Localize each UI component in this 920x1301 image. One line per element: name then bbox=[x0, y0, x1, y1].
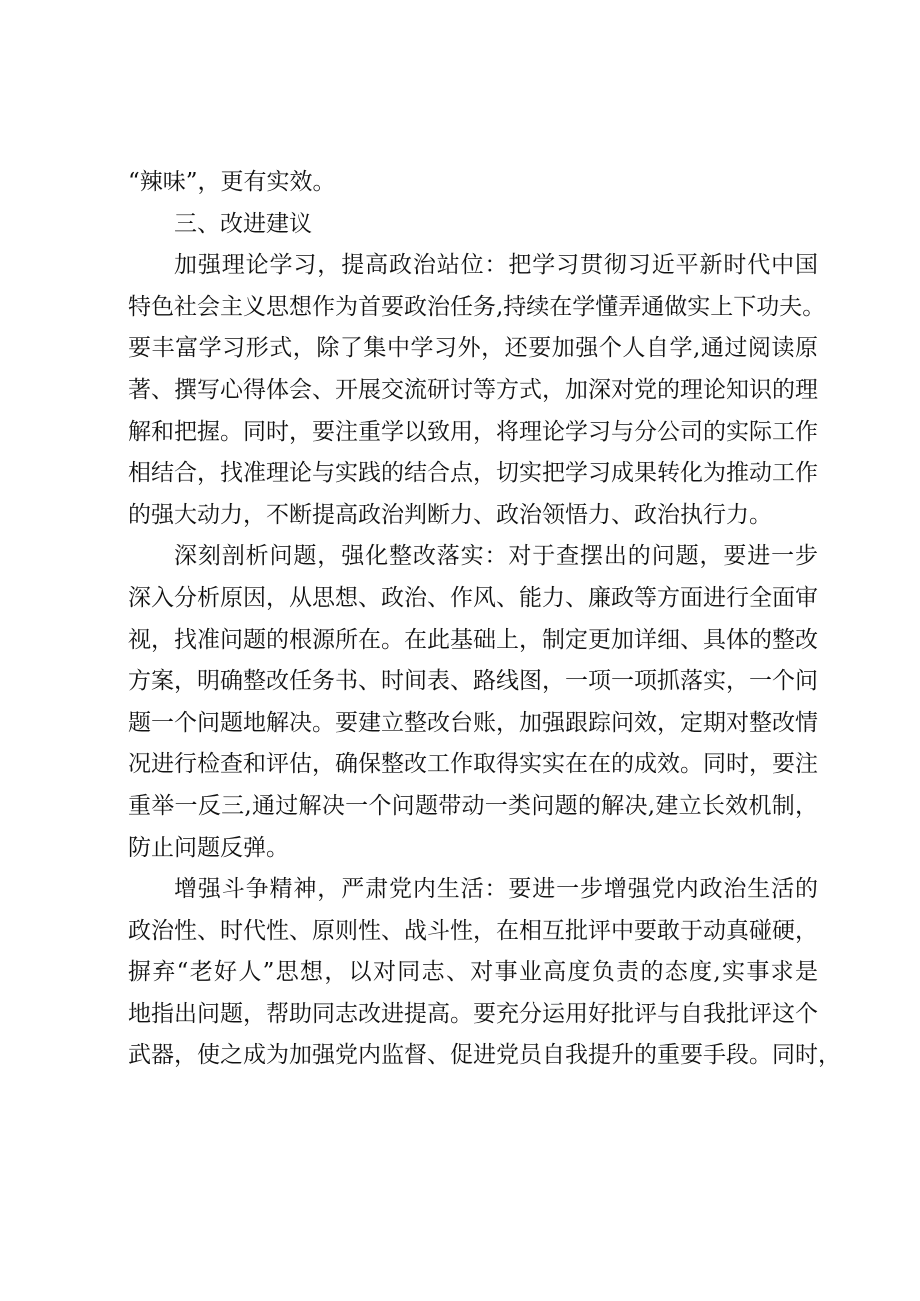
section-heading: 三、改进建议 bbox=[174, 210, 312, 237]
paragraph-first-line: 深刻剖析问题，强化整改落实：对于查摆出的问题，要进一步 bbox=[174, 543, 818, 570]
text-line: 著、撰写心得体会、开展交流研讨等方式，加深对党的理论知识的理 bbox=[128, 376, 818, 403]
text-line: 的强大动力，不断提高政治判断力、政治领悟力、政治执行力。 bbox=[128, 501, 772, 528]
text-line: 深入分析原因，从思想、政治、作风、能力、廉政等方面进行全面审 bbox=[128, 584, 818, 611]
paragraph-first-line: 增强斗争精神，严肃党内生活：要进一步增强党内政治生活的 bbox=[174, 876, 818, 903]
paragraph-first-line: 加强理论学习，提高政治站位：把学习贯彻习近平新时代中国 bbox=[174, 252, 818, 279]
document-body bbox=[128, 162, 841, 1077]
text-line: 武器，使之成为加强党内监督、促进党员自我提升的重要手段。同时， bbox=[128, 1042, 841, 1069]
text-line: 题一个问题地解决。要建立整改台账，加强跟踪问效，定期对整改情 bbox=[128, 709, 818, 736]
text-line: “辣味”，更有实效。 bbox=[128, 169, 336, 195]
text-line: 防止问题反弹。 bbox=[128, 834, 289, 861]
text-line: 解和把握。同时，要注重学以致用，将理论学习与分公司的实际工作 bbox=[128, 418, 818, 445]
text-line: 地指出问题，帮助同志改进提高。要充分运用好批评与自我批评这个 bbox=[128, 1000, 818, 1027]
text-line: 政治性、时代性、原则性、战斗性，在相互批评中要敢于动真碰硬， bbox=[128, 917, 818, 944]
text-line: 摒弃“老好人”思想，以对同志、对事业高度负责的态度,实事求是 bbox=[128, 959, 818, 986]
text-line: 视，找准问题的根源所在。在此基础上，制定更加详细、具体的整改 bbox=[128, 626, 818, 653]
text-line: 方案，明确整改任务书、时间表、路线图，一项一项抓落实，一个问 bbox=[128, 668, 818, 695]
text-line: 重举一反三,通过解决一个问题带动一类问题的解决,建立长效机制， bbox=[128, 792, 818, 819]
text-line: 相结合，找准理论与实践的结合点，切实把学习成果转化为推动工作 bbox=[128, 460, 818, 487]
text-line: 特色社会主义思想作为首要政治任务,持续在学懂弄通做实上下功夫。 bbox=[128, 293, 826, 320]
text-line: 要丰富学习形式，除了集中学习外，还要加强个人自学,通过阅读原 bbox=[128, 335, 818, 362]
text-line: 况进行检查和评估，确保整改工作取得实实在在的成效。同时，要注 bbox=[128, 751, 818, 778]
